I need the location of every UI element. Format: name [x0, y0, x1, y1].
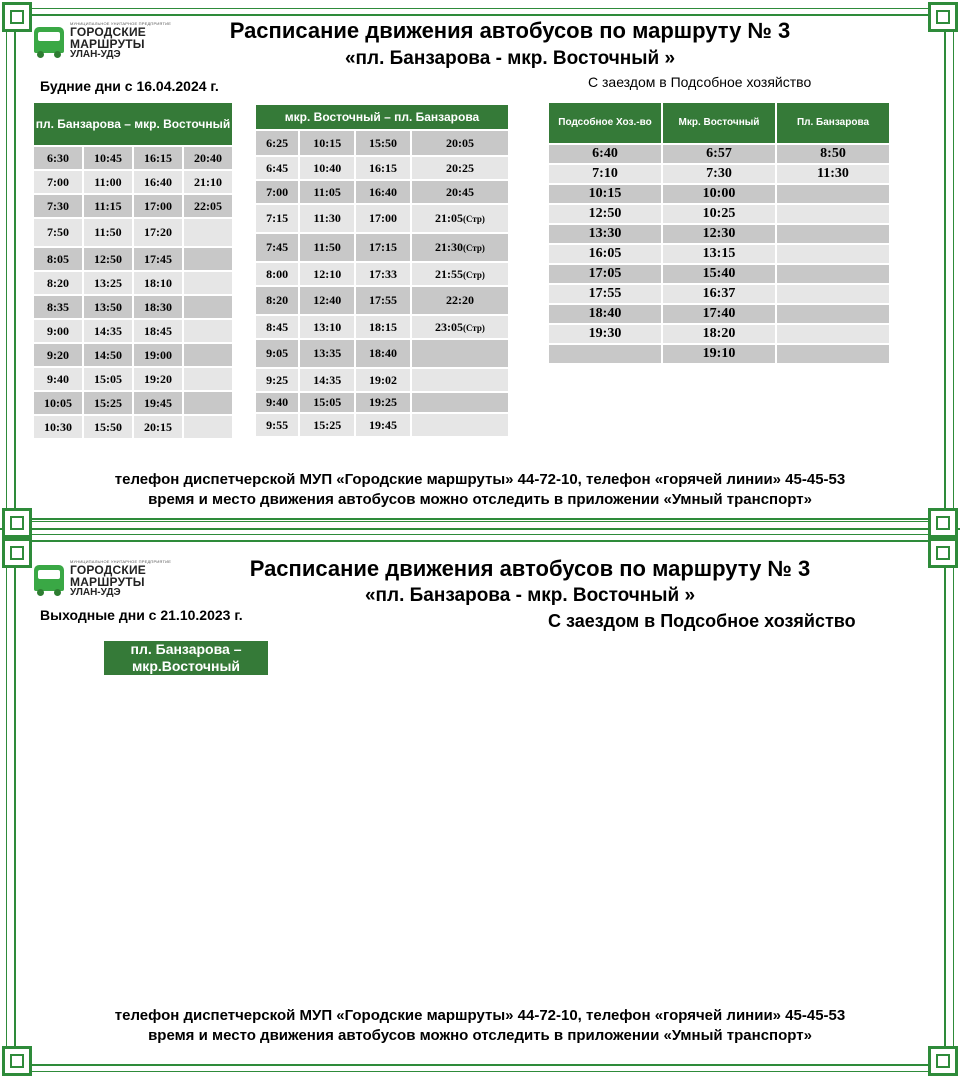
time-cell: 9:05: [256, 340, 298, 367]
time-cell: 8:00: [256, 263, 298, 285]
time-cell: 12:50: [549, 205, 661, 223]
table-row: [256, 414, 508, 436]
time-cell: 9:55: [256, 414, 298, 436]
time-cell: 6:57: [663, 145, 775, 163]
time-cell: 18:40: [549, 305, 661, 323]
time-cell: 19:10: [663, 345, 775, 363]
time-cell: [184, 320, 232, 342]
time-cell: 22:05: [184, 195, 232, 217]
table-column-header: Пл. Банзарова: [777, 103, 889, 143]
time-cell: 8:35: [34, 296, 82, 318]
company-logo-weekend: [32, 560, 171, 598]
time-cell: 13:25: [84, 272, 132, 294]
table-row: [34, 219, 232, 246]
time-cell: 16:40: [134, 171, 182, 193]
weekday-table-podsobnoe: [547, 101, 891, 365]
time-cell: 10:40: [300, 157, 354, 179]
time-cell: 21:10: [184, 171, 232, 193]
time-cell: 12:50: [84, 248, 132, 270]
logo-line1: ГОРОДСКИЕ: [70, 25, 146, 39]
time-cell: 15:50: [356, 131, 410, 155]
table-row: [256, 369, 508, 391]
table-row: [34, 147, 232, 169]
weekend-title: Расписание движения автобусов по маршруту № 3: [249, 556, 811, 581]
time-cell: 8:20: [34, 272, 82, 294]
table-row: [549, 145, 889, 163]
weekday-title: Расписание движения автобусов по маршруту № 3: [229, 18, 791, 43]
time-cell: 21:55(Стр): [412, 263, 508, 285]
time-cell: 11:00: [84, 171, 132, 193]
table-row: [549, 305, 889, 323]
time-cell: 7:10: [549, 165, 661, 183]
table-column-header: Мкр. Восточный: [663, 103, 775, 143]
table-row: [34, 392, 232, 414]
time-cell: 18:20: [663, 325, 775, 343]
weekday-route-name: «пл. Банзарова - мкр. Восточный »: [344, 48, 676, 69]
table-header: пл. Банзарова – мкр. Восточный: [34, 103, 232, 145]
time-cell: 6:40: [549, 145, 661, 163]
time-cell: [184, 416, 232, 438]
table-row: [34, 320, 232, 342]
weekday-days-label: Будние дни с 16.04.2024 г.: [40, 78, 219, 94]
table-row: [34, 296, 232, 318]
time-cell: 17:00: [356, 205, 410, 232]
time-cell: [777, 345, 889, 363]
time-cell: 15:25: [84, 392, 132, 414]
time-cell: 15:50: [84, 416, 132, 438]
time-cell: [777, 245, 889, 263]
time-cell: 16:15: [134, 147, 182, 169]
time-cell: 19:20: [134, 368, 182, 390]
time-cell: 8:50: [777, 145, 889, 163]
time-cell: 18:30: [134, 296, 182, 318]
table-row: [34, 344, 232, 366]
time-cell: [777, 265, 889, 283]
weekend-detour-label: С заездом в Подсобное хозяйство: [548, 611, 856, 631]
time-cell: [412, 414, 508, 436]
time-cell: 17:20: [134, 219, 182, 246]
table-row: [256, 205, 508, 232]
table-row: [549, 205, 889, 223]
table-row: [256, 157, 508, 179]
table-header: пл. Банзарова – мкр.Восточный: [104, 641, 268, 675]
time-cell: [412, 369, 508, 391]
table-row: [549, 325, 889, 343]
divider-line: [0, 528, 960, 530]
table-row: [549, 225, 889, 243]
time-cell: 7:30: [34, 195, 82, 217]
time-cell: 9:20: [34, 344, 82, 366]
corner-ornament-bottom-right: [928, 1046, 958, 1076]
time-cell: 12:30: [663, 225, 775, 243]
logo-line3: УЛАН-УДЭ: [70, 49, 121, 60]
time-cell: 16:40: [356, 181, 410, 203]
time-cell: 17:33: [356, 263, 410, 285]
time-cell: 17:05: [549, 265, 661, 283]
time-cell: 13:35: [300, 340, 354, 367]
logo-subtitle: МУНИЦИПАЛЬНОЕ УНИТАРНОЕ ПРЕДПРИЯТИЕ: [70, 21, 172, 26]
time-cell: 7:00: [34, 171, 82, 193]
time-cell: 14:50: [84, 344, 132, 366]
time-cell: [184, 392, 232, 414]
table-row: [256, 181, 508, 203]
time-cell: 17:00: [134, 195, 182, 217]
time-cell: [412, 340, 508, 367]
time-cell: 6:30: [34, 147, 82, 169]
table-row: [549, 265, 889, 283]
table-row: [34, 248, 232, 270]
time-cell: [777, 285, 889, 303]
time-cell: 19:45: [134, 392, 182, 414]
time-cell: [184, 219, 232, 246]
time-cell: 10:05: [34, 392, 82, 414]
time-cell: 10:45: [84, 147, 132, 169]
time-cell: 19:30: [549, 325, 661, 343]
time-cell: [184, 248, 232, 270]
weekend-route-name: «пл. Банзарова - мкр. Восточный »: [364, 585, 696, 606]
time-cell: 7:00: [256, 181, 298, 203]
table-row: [256, 316, 508, 338]
weekend-table-banzarova-vostochny: [102, 639, 270, 677]
time-cell: 11:15: [84, 195, 132, 217]
time-cell: 9:00: [34, 320, 82, 342]
time-cell: 18:15: [356, 316, 410, 338]
time-cell: [184, 368, 232, 390]
table-row: [256, 393, 508, 412]
time-cell: 10:00: [663, 185, 775, 203]
corner-ornament-top-right: [928, 2, 958, 32]
time-cell: [777, 225, 889, 243]
time-cell: 17:55: [356, 287, 410, 314]
time-cell: [777, 185, 889, 203]
time-cell: 22:20: [412, 287, 508, 314]
table-row: [256, 340, 508, 367]
time-cell: 20:45: [412, 181, 508, 203]
time-cell: 23:05(Стр): [412, 316, 508, 338]
time-cell: 6:25: [256, 131, 298, 155]
time-cell: 20:40: [184, 147, 232, 169]
bus-icon: [32, 561, 66, 597]
table-row: [34, 171, 232, 193]
table-row: [256, 131, 508, 155]
time-cell: 16:15: [356, 157, 410, 179]
weekend-footer-phones: телефон диспетчерской МУП «Городские маршруты» 44-72-10, телефон «горячей линии» 45-45-53: [114, 1007, 846, 1024]
time-cell: 21:05(Стр): [412, 205, 508, 232]
logo-line1: ГОРОДСКИЕ: [70, 563, 146, 577]
time-cell: 19:25: [356, 393, 410, 412]
logo-line2: МАРШРУТЫ: [70, 37, 145, 51]
time-cell: 14:35: [84, 320, 132, 342]
time-cell: 11:30: [777, 165, 889, 183]
time-cell: 7:45: [256, 234, 298, 261]
time-cell: 18:45: [134, 320, 182, 342]
time-cell: 7:30: [663, 165, 775, 183]
table-row: [256, 263, 508, 285]
time-cell: [777, 305, 889, 323]
time-cell: [412, 393, 508, 412]
time-cell: 16:37: [663, 285, 775, 303]
corner-ornament-top-left: [2, 2, 32, 32]
time-cell: 8:20: [256, 287, 298, 314]
table-column-header: Подсобное Хоз.-во: [549, 103, 661, 143]
time-cell: 12:40: [300, 287, 354, 314]
time-cell: 11:05: [300, 181, 354, 203]
table-row: [34, 272, 232, 294]
time-cell: 19:45: [356, 414, 410, 436]
time-cell: 8:05: [34, 248, 82, 270]
logo-subtitle: МУНИЦИПАЛЬНОЕ УНИТАРНОЕ ПРЕДПРИЯТИЕ: [70, 559, 172, 564]
time-cell: 14:35: [300, 369, 354, 391]
table-row: [34, 368, 232, 390]
logo-line3: УЛАН-УДЭ: [70, 587, 121, 598]
table-row: [549, 185, 889, 203]
time-cell: 10:25: [663, 205, 775, 223]
time-cell: 20:15: [134, 416, 182, 438]
time-cell: [184, 272, 232, 294]
weekday-detour-label: С заездом в Подсобное хозяйство: [588, 74, 812, 90]
time-cell: 17:45: [134, 248, 182, 270]
weekend-footer-app: время и место движения автобусов можно отследить в приложении «Умный транспорт»: [148, 1027, 812, 1044]
time-cell: [549, 345, 661, 363]
time-cell: 12:10: [300, 263, 354, 285]
time-cell: 15:05: [300, 393, 354, 412]
logo-line2: МАРШРУТЫ: [70, 575, 145, 589]
time-cell: 8:45: [256, 316, 298, 338]
time-cell: 20:05: [412, 131, 508, 155]
weekday-footer-phones: телефон диспетчерской МУП «Городские маршруты» 44-72-10, телефон «горячей линии» 45-45-53: [114, 471, 846, 488]
corner-ornament-mid-right-lower: [928, 538, 958, 568]
time-cell: 10:15: [300, 131, 354, 155]
time-cell: [184, 344, 232, 366]
time-cell: 6:45: [256, 157, 298, 179]
weekend-days-label: Выходные дни с 21.10.2023 г.: [40, 607, 243, 623]
time-cell: 15:25: [300, 414, 354, 436]
time-cell: 13:10: [300, 316, 354, 338]
weekday-table-vostochny-banzarova: [254, 103, 510, 438]
time-cell: 15:05: [84, 368, 132, 390]
table-row: [549, 165, 889, 183]
time-cell: 20:25: [412, 157, 508, 179]
time-cell: 9:40: [256, 393, 298, 412]
time-cell: 17:55: [549, 285, 661, 303]
time-cell: 15:40: [663, 265, 775, 283]
corner-ornament-mid-left-lower: [2, 538, 32, 568]
time-cell: 16:05: [549, 245, 661, 263]
time-cell: [777, 325, 889, 343]
table-row: [256, 234, 508, 261]
time-cell: 13:30: [549, 225, 661, 243]
corner-ornament-mid-left-upper: [2, 508, 32, 538]
time-cell: [184, 296, 232, 318]
corner-ornament-bottom-left: [2, 1046, 32, 1076]
time-cell: 17:15: [356, 234, 410, 261]
time-cell: 13:50: [84, 296, 132, 318]
time-cell: 18:10: [134, 272, 182, 294]
time-cell: 7:50: [34, 219, 82, 246]
time-cell: 19:02: [356, 369, 410, 391]
time-cell: 10:30: [34, 416, 82, 438]
table-row: [549, 345, 889, 363]
table-row: [256, 287, 508, 314]
time-cell: [777, 205, 889, 223]
time-cell: 17:40: [663, 305, 775, 323]
time-cell: 9:40: [34, 368, 82, 390]
table-row: [34, 416, 232, 438]
table-header: мкр. Восточный – пл. Банзарова: [256, 105, 508, 129]
time-cell: 11:50: [84, 219, 132, 246]
time-cell: 11:50: [300, 234, 354, 261]
corner-ornament-mid-right-upper: [928, 508, 958, 538]
time-cell: 7:15: [256, 205, 298, 232]
table-row: [549, 285, 889, 303]
time-cell: 19:00: [134, 344, 182, 366]
time-cell: 11:30: [300, 205, 354, 232]
time-cell: 10:15: [549, 185, 661, 203]
weekday-table-banzarova-vostochny: [32, 101, 234, 440]
time-cell: 21:30(Стр): [412, 234, 508, 261]
time-cell: 18:40: [356, 340, 410, 367]
bus-icon: [32, 23, 66, 59]
weekday-footer-app: время и место движения автобусов можно отследить в приложении «Умный транспорт»: [148, 491, 812, 508]
table-row: [34, 195, 232, 217]
time-cell: 9:25: [256, 369, 298, 391]
table-row: [549, 245, 889, 263]
time-cell: 13:15: [663, 245, 775, 263]
